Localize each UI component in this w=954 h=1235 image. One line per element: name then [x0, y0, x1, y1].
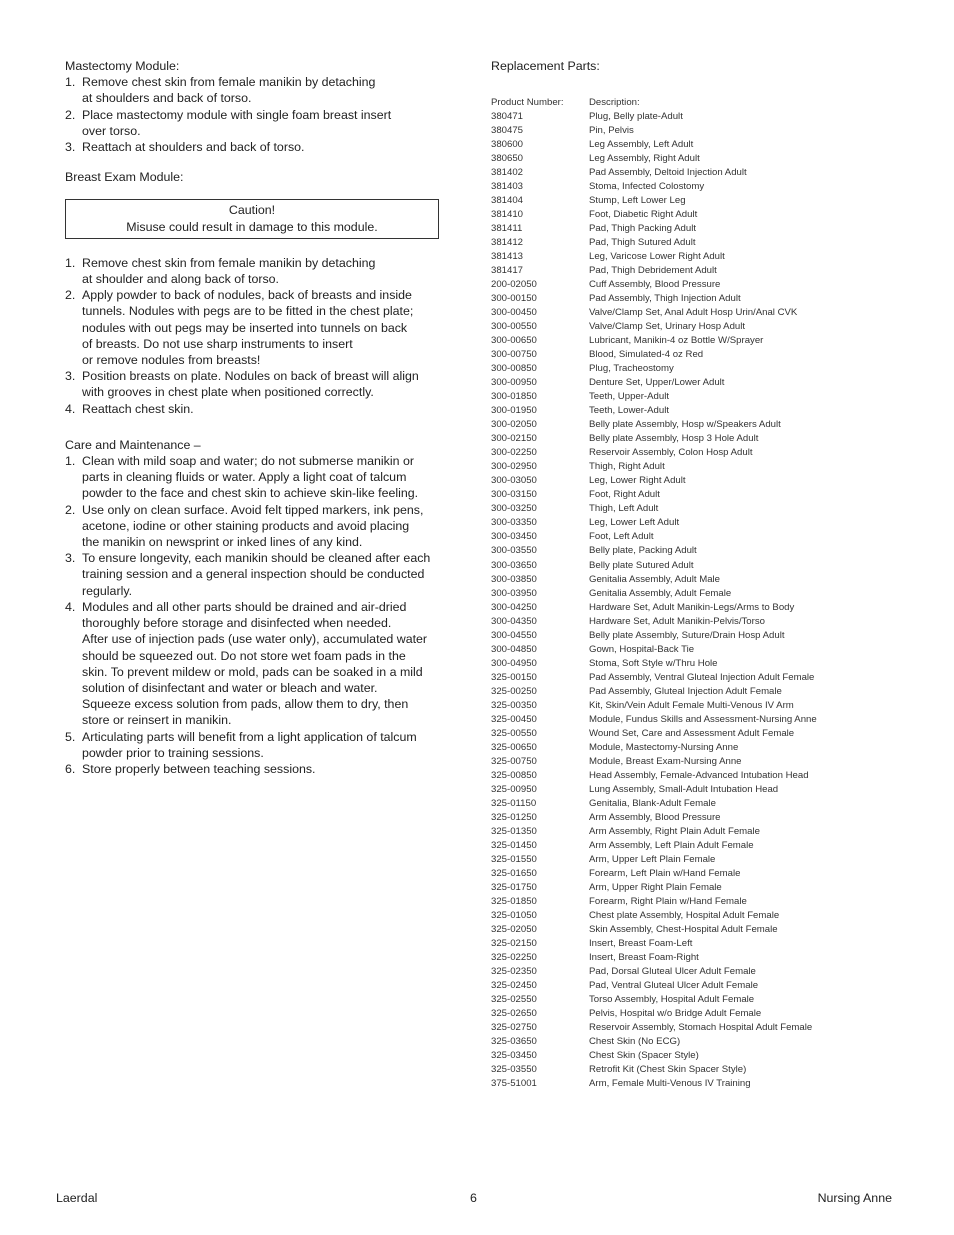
- product-number: 300-01850: [491, 391, 537, 403]
- part-description: Module, Breast Exam-Nursing Anne: [589, 755, 742, 767]
- product-number: 325-02650: [491, 1008, 537, 1019]
- part-description: Leg Assembly, Right Adult: [589, 153, 700, 165]
- table-row: [491, 418, 817, 432]
- table-row: [491, 909, 817, 923]
- footer-product: Nursing Anne: [817, 1191, 892, 1205]
- table-row: [491, 376, 817, 390]
- step-number: 4.: [65, 401, 76, 416]
- product-number: 300-03350: [491, 517, 537, 529]
- product-number: 325-00650: [491, 741, 537, 753]
- mastectomy-title: Mastectomy Module:: [65, 59, 180, 73]
- step-line: Reattach chest skin.: [82, 401, 194, 416]
- table-row: [491, 432, 817, 446]
- part-description: Foot, Diabetic Right Adult: [589, 209, 698, 221]
- table-row: [491, 502, 817, 516]
- part-description: Foot, Right Adult: [589, 489, 660, 501]
- part-description: Torso Assembly, Hospital Adult Female: [589, 993, 755, 1005]
- table-row: [491, 601, 817, 615]
- product-number: 325-02050: [491, 923, 537, 935]
- step-item: [65, 729, 440, 761]
- step-line: with grooves in chest plate when positioned correctly.: [82, 385, 374, 400]
- part-description: Plug, Belly plate-Adult: [589, 111, 683, 122]
- part-description: Pad, Thigh Packing Adult: [589, 223, 697, 235]
- part-description: Forearm, Right Plain w/Hand Female: [589, 895, 747, 907]
- step-number: 1.: [65, 454, 76, 469]
- part-description: Leg Assembly, Left Adult: [589, 139, 694, 151]
- step-item: [65, 599, 440, 729]
- part-description: Arm Assembly, Right Plain Adult Female: [589, 825, 760, 837]
- table-row: [491, 839, 817, 853]
- product-number: 300-04850: [491, 643, 537, 655]
- product-number: 300-00150: [491, 293, 537, 305]
- part-description: Pad Assembly, Ventral Gluteal Injection Adult Female: [589, 671, 815, 683]
- part-description: Plug, Tracheostomy: [589, 363, 674, 375]
- step-line: store or reinsert in manikin.: [82, 713, 232, 728]
- part-description: Pad, Thigh Sutured Adult: [589, 237, 696, 249]
- table-row: [491, 264, 817, 278]
- product-number: 381403: [491, 181, 524, 193]
- table-row: [491, 923, 817, 937]
- step-number: 2.: [65, 288, 76, 303]
- part-description: Head Assembly, Female-Advanced Intubation Head: [589, 769, 809, 781]
- step-number: 4.: [65, 599, 76, 614]
- table-row: [491, 1049, 817, 1063]
- part-description: Arm Assembly, Left Plain Adult Female: [589, 839, 754, 851]
- product-number: 300-02150: [491, 433, 537, 445]
- table-row: [491, 1007, 817, 1021]
- product-number: 300-00850: [491, 363, 537, 375]
- table-row: [491, 699, 817, 713]
- part-description: Stump, Left Lower Leg: [589, 195, 686, 207]
- part-description: Leg, Lower Right Adult: [589, 475, 686, 487]
- product-number: 325-02250: [491, 951, 537, 963]
- part-description: Reservoir Assembly, Stomach Hospital Adult Female: [589, 1022, 813, 1034]
- replacement-parts-title: Replacement Parts:: [491, 59, 600, 73]
- table-row: [491, 278, 817, 292]
- part-description: Belly plate Assembly, Hosp 3 Hole Adult: [589, 433, 759, 445]
- product-number: 200-02050: [491, 279, 537, 291]
- table-row: [491, 208, 817, 222]
- care-title: Care and Maintenance –: [65, 437, 201, 452]
- step-line: or remove nodules from breasts!: [82, 353, 261, 368]
- part-description: Belly plate Assembly, Suture/Drain Hosp Adult: [589, 629, 785, 641]
- part-description: Foot, Left Adult: [589, 531, 654, 543]
- table-row: [491, 643, 817, 657]
- table-row: [491, 474, 817, 488]
- table-row: [491, 306, 817, 320]
- step-number: 6.: [65, 761, 76, 776]
- part-description: Blood, Simulated-4 oz Red: [589, 349, 704, 361]
- part-description: Leg, Lower Left Adult: [589, 517, 680, 529]
- table-row: [491, 544, 817, 558]
- product-number: 325-02550: [491, 993, 537, 1005]
- table-row: [491, 867, 817, 881]
- product-number: 325-00350: [491, 699, 537, 711]
- step-line: training session and a general inspection should be conducted: [82, 567, 425, 582]
- part-description: Cuff Assembly, Blood Pressure: [589, 279, 721, 291]
- product-number: 300-02950: [491, 461, 537, 473]
- parts-table: [491, 96, 817, 1091]
- part-description: Valve/Clamp Set, Urinary Hosp Adult: [589, 321, 746, 333]
- part-description: Insert, Breast Foam-Right: [589, 951, 699, 963]
- step-item: [65, 550, 440, 599]
- part-description: Retrofit Kit (Chest Skin Spacer Style): [589, 1064, 747, 1076]
- step-item: [65, 139, 440, 155]
- part-description: Thigh, Left Adult: [589, 503, 659, 515]
- step-line: Position breasts on plate. Nodules on back of breast will align: [82, 369, 419, 384]
- step-number: 3.: [65, 140, 76, 155]
- product-number: 325-02150: [491, 937, 537, 949]
- part-description: Arm, Upper Right Plain Female: [589, 881, 722, 893]
- table-row: [491, 1021, 817, 1035]
- table-row: [491, 825, 817, 839]
- page-number: 6: [470, 1191, 477, 1205]
- table-row: [491, 937, 817, 951]
- table-row: [491, 629, 817, 643]
- step-line: Squeeze excess solution from pads, allow them to dry, then: [82, 697, 409, 712]
- part-description: Hardware Set, Adult Manikin-Pelvis/Torso: [589, 615, 765, 627]
- caution-text: Misuse could result in damage to this module.: [126, 219, 378, 234]
- step-item: [65, 761, 440, 777]
- table-row: [491, 1063, 817, 1077]
- table-row: [491, 334, 817, 348]
- table-row: [491, 713, 817, 727]
- instructions-column: [65, 58, 440, 777]
- part-description: Genitalia Assembly, Adult Male: [589, 573, 720, 585]
- table-row: [491, 797, 817, 811]
- step-item: [65, 287, 440, 368]
- product-number: 300-00550: [491, 321, 537, 333]
- step-item: [65, 255, 440, 287]
- part-description: Pad, Ventral Gluteal Ulcer Adult Female: [589, 979, 759, 991]
- table-row: [491, 362, 817, 376]
- part-description: Belly plate, Packing Adult: [589, 545, 697, 557]
- product-number: 381417: [491, 265, 524, 277]
- step-line: regularly.: [82, 583, 133, 598]
- caution-heading: Caution!: [228, 203, 276, 218]
- part-description: Valve/Clamp Set, Anal Adult Hosp Urin/Anal CVK: [589, 307, 798, 319]
- product-number: 300-04550: [491, 629, 537, 641]
- product-number: 300-03250: [491, 503, 537, 515]
- product-number: 325-02750: [491, 1022, 537, 1034]
- table-row: [491, 769, 817, 783]
- part-description: Hardware Set, Adult Manikin-Legs/Arms to Body: [589, 601, 795, 613]
- product-number: 300-03150: [491, 489, 537, 501]
- table-row: [491, 250, 817, 264]
- table-row: [491, 446, 817, 460]
- product-number: 375-51001: [491, 1078, 537, 1090]
- table-row: [491, 390, 817, 404]
- product-number: 300-00650: [491, 335, 537, 347]
- table-row: [491, 124, 817, 138]
- step-line: the manikin on newsprint or inked lines of any kind.: [82, 535, 363, 550]
- part-description: Teeth, Upper-Adult: [589, 391, 669, 403]
- table-row: [491, 530, 817, 544]
- part-description: Belly plate Assembly, Hosp w/Speakers Adult: [589, 419, 781, 431]
- step-line: acetone, iodine or other staining products and avoid placing: [82, 518, 410, 533]
- product-number: 300-04950: [491, 657, 537, 669]
- product-number: 300-03850: [491, 573, 537, 585]
- part-description: Pad, Dorsal Gluteal Ulcer Adult Female: [589, 965, 756, 977]
- product-number: 325-00850: [491, 769, 537, 781]
- table-row: [491, 152, 817, 166]
- table-row: [491, 320, 817, 334]
- table-row: [491, 853, 817, 867]
- parts-header-row: [491, 96, 817, 110]
- table-row: [491, 587, 817, 601]
- replacement-parts-column: [491, 58, 891, 1091]
- table-row: [491, 615, 817, 629]
- description-header: Description:: [589, 97, 640, 108]
- table-row: [491, 110, 817, 124]
- step-number: 5.: [65, 729, 76, 744]
- step-item: [65, 401, 440, 417]
- part-description: Leg, Varicose Lower Right Adult: [589, 251, 725, 263]
- step-line: Place mastectomy module with single foam breast insert: [82, 107, 392, 122]
- product-number: 381411: [491, 223, 523, 235]
- product-number: 325-01150: [491, 797, 537, 809]
- product-number: 300-03650: [491, 559, 537, 571]
- footer-brand: Laerdal: [56, 1191, 98, 1205]
- step-line: To ensure longevity, each manikin should be cleaned after each: [82, 551, 431, 566]
- table-row: [491, 685, 817, 699]
- part-description: Forearm, Left Plain w/Hand Female: [589, 867, 741, 879]
- part-description: Denture Set, Upper/Lower Adult: [589, 377, 725, 389]
- step-line: should be squeezed out. Do not store wet foam pads in the: [82, 648, 406, 663]
- table-row: [491, 460, 817, 474]
- part-description: Thigh, Right Adult: [589, 461, 665, 473]
- step-item: [65, 502, 440, 551]
- product-number: 325-01750: [491, 881, 537, 893]
- product-number: 381413: [491, 251, 524, 263]
- step-number: 2.: [65, 107, 76, 122]
- product-number: 380650: [491, 153, 524, 165]
- part-description: Pelvis, Hospital w/o Bridge Adult Female: [589, 1008, 762, 1019]
- product-number: 325-00550: [491, 727, 537, 739]
- product-number: 325-00950: [491, 783, 537, 795]
- part-description: Gown, Hospital-Back Tie: [589, 643, 695, 655]
- part-description: Kit, Skin/Vein Adult Female Multi-Venous IV Arm: [589, 699, 794, 711]
- step-line: Use only on clean surface. Avoid felt tipped markers, ink pens,: [82, 502, 424, 517]
- step-line: After use of injection pads (use water only), accumulated water: [82, 632, 428, 647]
- step-line: at shoulders and back of torso.: [82, 91, 252, 106]
- part-description: Teeth, Lower-Adult: [589, 405, 669, 417]
- product-number: 380471: [491, 111, 524, 122]
- step-line: over torso.: [82, 123, 141, 138]
- part-description: Chest Skin (No ECG): [589, 1036, 681, 1048]
- step-line: parts in cleaning fluids or water. Apply a light coat of talcum: [82, 470, 407, 485]
- step-line: Store properly between teaching sessions.: [82, 761, 316, 776]
- part-description: Lubricant, Manikin-4 oz Bottle W/Sprayer: [589, 335, 764, 347]
- part-description: Genitalia, Blank-Adult Female: [589, 797, 716, 809]
- step-item: [65, 107, 440, 139]
- product-number: 325-02350: [491, 965, 537, 977]
- product-number: 380600: [491, 139, 524, 151]
- step-number: 1.: [65, 255, 76, 270]
- step-item: [65, 74, 440, 106]
- product-number: 300-04250: [491, 601, 537, 613]
- table-row: [491, 741, 817, 755]
- table-row: [491, 965, 817, 979]
- product-number: 325-01350: [491, 825, 537, 837]
- table-row: [491, 1035, 817, 1049]
- table-row: [491, 573, 817, 587]
- product-number: 325-00750: [491, 755, 537, 767]
- table-row: [491, 1077, 817, 1091]
- part-description: Genitalia Assembly, Adult Female: [589, 587, 732, 599]
- product-number: 325-01650: [491, 867, 537, 879]
- part-description: Chest Skin (Spacer Style): [589, 1050, 699, 1062]
- step-line: powder prior to training sessions.: [82, 745, 264, 760]
- table-row: [491, 138, 817, 152]
- product-number: 300-01950: [491, 405, 537, 417]
- step-line: Articulating parts will benefit from a light application of talcum: [82, 729, 417, 744]
- step-line: thoroughly before storage and disinfected when needed.: [82, 616, 392, 631]
- product-number-header: Product Number:: [491, 97, 564, 108]
- table-row: [491, 348, 817, 362]
- step-line: tunnels. Nodules with pegs are to be fitted in the chest plate;: [82, 304, 414, 319]
- product-number: 300-03550: [491, 545, 537, 557]
- product-number: 325-03550: [491, 1064, 537, 1076]
- step-item: [65, 368, 440, 400]
- product-number: 325-01050: [491, 909, 537, 921]
- step-item: [65, 453, 440, 502]
- product-number: 381402: [491, 167, 524, 179]
- part-description: Pin, Pelvis: [589, 125, 634, 137]
- table-row: [491, 222, 817, 236]
- product-number: 380475: [491, 125, 524, 137]
- product-number: 325-03650: [491, 1036, 537, 1048]
- table-row: [491, 979, 817, 993]
- product-number: 325-03450: [491, 1050, 537, 1062]
- product-number: 300-00450: [491, 307, 537, 319]
- step-line: powder to the face and chest skin to achieve skin-like feeling.: [82, 486, 419, 501]
- table-row: [491, 755, 817, 769]
- table-row: [491, 516, 817, 530]
- table-row: [491, 194, 817, 208]
- part-description: Belly plate Sutured Adult: [589, 559, 694, 571]
- product-number: 300-00750: [491, 349, 537, 361]
- step-line: Reattach at shoulders and back of torso.: [82, 140, 305, 155]
- product-number: 300-02250: [491, 447, 537, 459]
- product-number: 381404: [491, 195, 524, 207]
- table-row: [491, 488, 817, 502]
- product-number: 300-03450: [491, 531, 537, 543]
- step-line: Remove chest skin from female manikin by detaching: [82, 255, 376, 270]
- step-line: Apply powder to back of nodules, back of breasts and inside: [82, 288, 412, 303]
- step-line: skin. To prevent mildew or mold, pads can be soaked in a mild: [82, 664, 423, 679]
- step-line: Remove chest skin from female manikin by detaching: [82, 75, 376, 90]
- part-description: Arm, Upper Left Plain Female: [589, 853, 716, 865]
- product-number: 300-04350: [491, 615, 537, 627]
- step-number: 1.: [65, 75, 76, 90]
- breast-exam-title: Breast Exam Module:: [65, 170, 184, 185]
- part-description: Arm Assembly, Blood Pressure: [589, 811, 721, 823]
- table-row: [491, 559, 817, 573]
- part-description: Pad, Thigh Debridement Adult: [589, 265, 717, 277]
- table-row: [491, 727, 817, 741]
- part-description: Wound Set, Care and Assessment Adult Female: [589, 727, 795, 739]
- table-row: [491, 895, 817, 909]
- step-line: Modules and all other parts should be drained and air-dried: [82, 599, 407, 614]
- product-number: 300-02050: [491, 419, 537, 431]
- part-description: Skin Assembly, Chest-Hospital Adult Female: [589, 923, 778, 935]
- product-number: 325-00150: [491, 671, 537, 683]
- product-number: 325-01550: [491, 853, 537, 865]
- table-row: [491, 404, 817, 418]
- part-description: Stoma, Infected Colostomy: [589, 181, 705, 193]
- table-row: [491, 811, 817, 825]
- part-description: Pad Assembly, Deltoid Injection Adult: [589, 167, 747, 179]
- table-row: [491, 657, 817, 671]
- table-row: [491, 671, 817, 685]
- mastectomy-steps: [65, 74, 440, 155]
- part-description: Lung Assembly, Small-Adult Intubation Head: [589, 783, 779, 795]
- product-number: 325-00450: [491, 713, 537, 725]
- breast-exam-steps: [65, 255, 440, 417]
- product-number: 381412: [491, 237, 524, 249]
- table-row: [491, 180, 817, 194]
- step-number: 3.: [65, 551, 76, 566]
- product-number: 325-02450: [491, 979, 537, 991]
- part-description: Stoma, Soft Style w/Thru Hole: [589, 657, 718, 669]
- part-description: Module, Fundus Skills and Assessment-Nursing Anne: [589, 713, 817, 725]
- table-row: [491, 236, 817, 250]
- table-row: [491, 166, 817, 180]
- part-description: Insert, Breast Foam-Left: [589, 937, 693, 949]
- table-row: [491, 783, 817, 797]
- step-line: at shoulder and along back of torso.: [82, 272, 280, 287]
- product-number: 325-01250: [491, 811, 537, 823]
- table-row: [491, 951, 817, 965]
- product-number: 325-01850: [491, 895, 537, 907]
- step-line: nodules with out pegs may be inserted into tunnels on back: [82, 320, 408, 335]
- product-number: 300-03050: [491, 475, 537, 487]
- product-number: 381410: [491, 209, 524, 221]
- care-steps: [65, 453, 440, 777]
- part-description: Pad Assembly, Thigh Injection Adult: [589, 293, 741, 305]
- step-number: 2.: [65, 502, 76, 517]
- step-line: solution of disinfectant and water or bleach and water.: [82, 680, 378, 695]
- part-description: Arm, Female Multi-Venous IV Training: [589, 1078, 751, 1090]
- step-line: of breasts. Do not use sharp instruments to insert: [82, 336, 353, 351]
- part-description: Pad Assembly, Gluteal Injection Adult Female: [589, 685, 782, 697]
- part-description: Reservoir Assembly, Colon Hosp Adult: [589, 447, 753, 459]
- product-number: 300-03950: [491, 587, 537, 599]
- product-number: 325-00250: [491, 685, 537, 697]
- product-number: 300-00950: [491, 377, 537, 389]
- caution-box: [65, 199, 439, 238]
- table-row: [491, 993, 817, 1007]
- step-number: 3.: [65, 369, 76, 384]
- table-row: [491, 881, 817, 895]
- part-description: Chest plate Assembly, Hospital Adult Female: [589, 909, 780, 921]
- product-number: 325-01450: [491, 839, 537, 851]
- table-row: [491, 292, 817, 306]
- step-line: Clean with mild soap and water; do not submerse manikin or: [82, 454, 414, 469]
- part-description: Module, Mastectomy-Nursing Anne: [589, 741, 739, 753]
